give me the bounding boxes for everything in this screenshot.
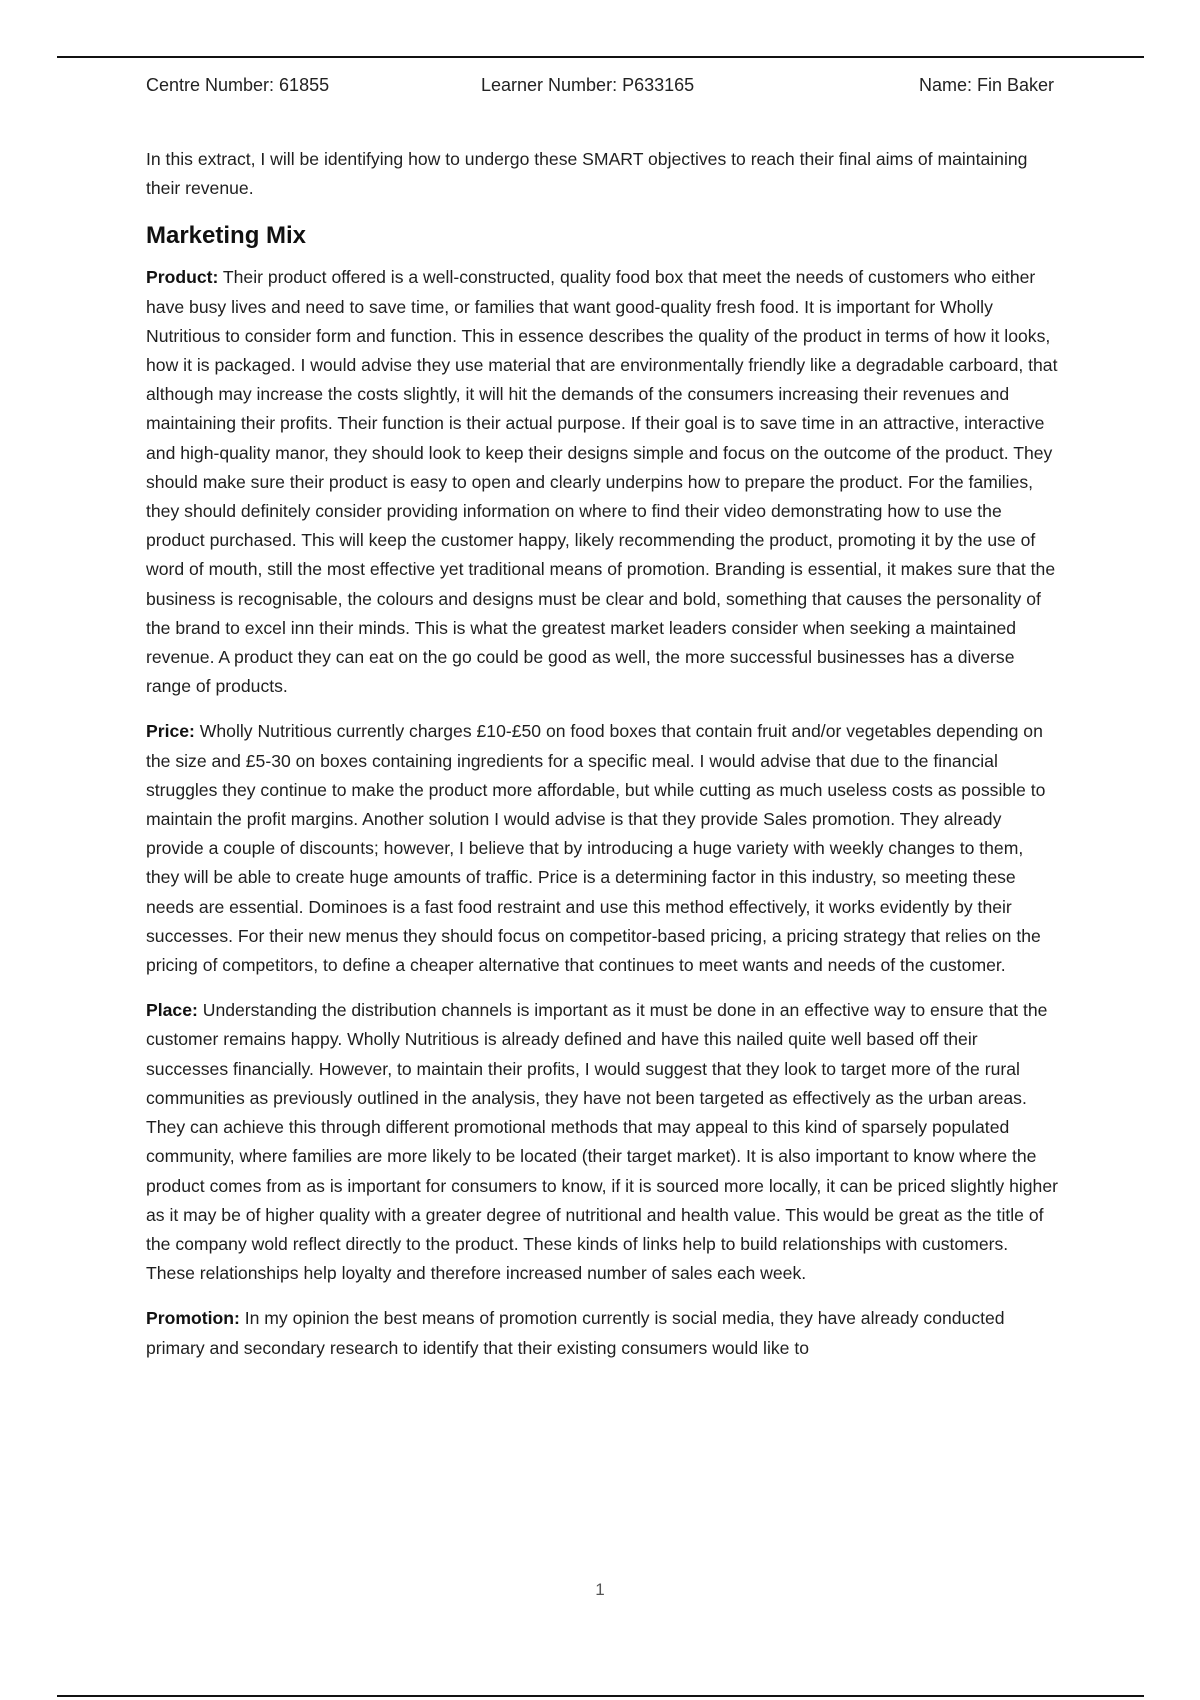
- header-rule: [57, 56, 1144, 58]
- product-paragraph: [146, 263, 1061, 701]
- footer-rule: [57, 1695, 1144, 1697]
- place-text: Understanding the distribution channels is important as it must be done in an effective way to ensure that the customer remains happy. Wholly Nutritious is already defined and have this nailed quite well based off their successes financially. However, to maintain their profits, I would suggest that they look to target more of the rural communities as previously outlined in the analysis, they have not been targeted as effectively as the urban areas. They can achieve this through different promotional methods that may appeal to this kind of sparsely populated community, where families are more likely to be located (their target market). It is also important to know where the product comes from as is important for consumers to know, if it is sourced more locally, it can be priced slightly higher as it may be of higher quality with a greater degree of nutritional and health value. This would be great as the title of the company wold reflect directly to the product. These kinds of links help to build relationships with customers. These relationships help loyalty and therefore increased number of sales each week.: [146, 1000, 1058, 1284]
- page-number: 1: [595, 1580, 605, 1599]
- intro-paragraph: In this extract, I will be identifying how to undergo these SMART objectives to reach their final aims of maintaining their revenue.: [146, 149, 1028, 199]
- learner-number: Learner Number: P633165: [481, 75, 695, 95]
- product-text: Their product offered is a well-constructed, quality food box that meet the needs of customers who either have busy lives and need to save time, or families that want good-quality fresh food. It is important for Wholly Nutritious to consider form and function. This in essence describes the quality of the product in terms of how it looks, how it is packaged. I would advise they use material that are environmentally friendly like a degradable carboard, that although may increase the costs slightly, it will hit the demands of the consumers increasing their revenues and maintaining their profits. Their function is their actual purpose. If their goal is to save time in an attractive, interactive and high-quality manor, they should look to keep their designs simple and focus on the outcome of the product. They should make sure their product is easy to open and clearly underpins how to prepare the product. For the families, they should definitely consider providing information on where to find their video demonstrating how to use the product purchased. This will keep the customer happy, likely recommending the product, promoting it by the use of word of mouth, still the most effective yet traditional means of promotion. Branding is essential, it makes sure that the business is recognisable, the colours and designs must be clear and bold, something that causes the personality of the brand to excel inn their minds. This is what the greatest market leaders consider when seeking a maintained revenue. A product they can eat on the go could be good as well, the more successful businesses has a diverse range of products.: [146, 267, 1058, 697]
- document-header: [146, 72, 1054, 98]
- place-label: Place:: [146, 1000, 198, 1021]
- document-body: [146, 145, 1061, 1379]
- price-paragraph: [146, 717, 1061, 980]
- price-label: Price:: [146, 721, 195, 742]
- promotion-text: In my opinion the best means of promotion currently is social media, they have already conducted primary and secondary research to identify that their existing consumers would like to: [146, 1308, 1005, 1358]
- promotion-label: Promotion:: [146, 1308, 240, 1329]
- place-paragraph: [146, 996, 1061, 1288]
- centre-number: Centre Number: 61855: [146, 75, 330, 95]
- product-label: Product:: [146, 267, 219, 288]
- learner-name: Name: Fin Baker: [918, 75, 1054, 95]
- price-text: Wholly Nutritious currently charges £10-£50 on food boxes that contain fruit and/or vegetables depending on the size and £5-30 on boxes containing ingredients for a specific meal. I would advise that due to the financial struggles they continue to make the product more affordable, but while cutting as much useless costs as possible to maintain the profit margins. Another solution I would advise is that they provide Sales promotion. They already provide a couple of discounts; however, I believe that by introducing a huge variety with weekly changes to them, they will be able to create huge amounts of traffic. Price is a determining factor in this industry, so meeting these needs are essential. Dominoes is a fast food restraint and use this method effectively, it works evidently by their successes. For their new menus they should focus on competitor-based pricing, a pricing strategy that relies on the pricing of competitors, to define a cheaper alternative that continues to meet wants and needs of the customer.: [146, 721, 1046, 976]
- promotion-paragraph: [146, 1304, 1061, 1362]
- section-heading: Marketing Mix: [146, 222, 307, 250]
